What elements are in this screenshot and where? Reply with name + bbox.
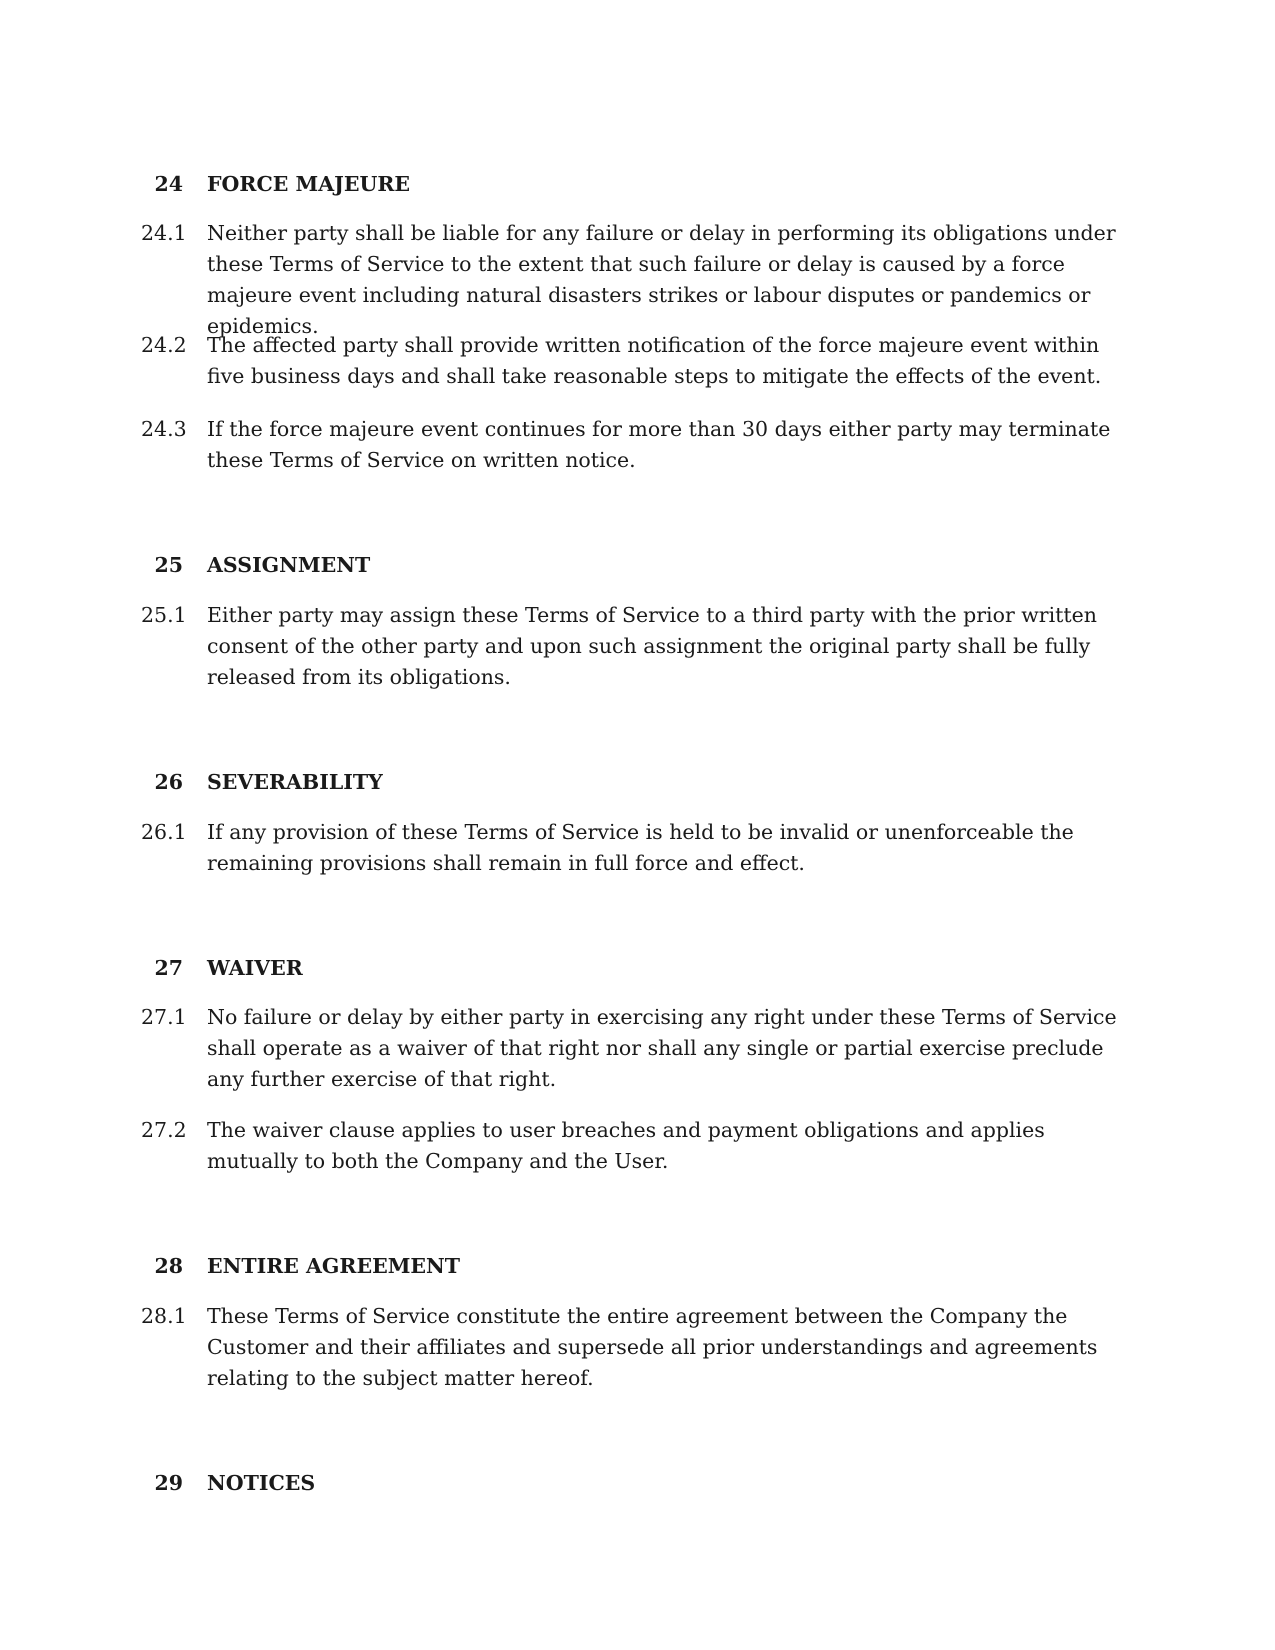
clause-number: 24.2 bbox=[141, 333, 187, 357]
section-title: WAIVER bbox=[207, 956, 303, 980]
clause-text: No failure or delay by either party in exercising any right under these Terms of Service shall operate as a waiver of that right nor shall any single or partial exercise preclude any further exercise of that right. bbox=[207, 1005, 1117, 1091]
clause-number: 28.1 bbox=[141, 1304, 187, 1328]
section-number: 27 bbox=[154, 956, 183, 980]
clause-text: If the force majeure event continues for more than 30 days either party may terminate these Terms of Service on written notice. bbox=[207, 417, 1111, 472]
section-title: ASSIGNMENT bbox=[207, 553, 371, 577]
section-number: 24 bbox=[154, 172, 183, 196]
clause-text: If any provision of these Terms of Service is held to be invalid or unenforceable the remaining provisions shall remain in full force and effect. bbox=[207, 820, 1074, 875]
clause-text: The affected party shall provide written notification of the force majeure event within five business days and shall take reasonable steps to mitigate the effects of the event. bbox=[207, 333, 1102, 388]
clause-text: The waiver clause applies to user breaches and payment obligations and applies mutually to both the Company and the User. bbox=[207, 1118, 1045, 1173]
section-number: 26 bbox=[154, 770, 183, 794]
clause-number: 25.1 bbox=[141, 603, 187, 627]
section-number: 25 bbox=[154, 553, 183, 577]
section-heading bbox=[0, 1468, 1275, 1498]
clause-number: 24.1 bbox=[141, 221, 187, 245]
section-number: 29 bbox=[154, 1471, 183, 1495]
section-heading bbox=[0, 953, 1275, 983]
section-title: ENTIRE AGREEMENT bbox=[207, 1254, 461, 1278]
section-heading bbox=[0, 767, 1275, 797]
clause-number: 27.1 bbox=[141, 1005, 187, 1029]
section-title: NOTICES bbox=[207, 1471, 316, 1495]
clause-text: Neither party shall be liable for any failure or delay in performing its obligations under these Terms of Service to the extent that such failure or delay is caused by a force majeure event including natural disasters strikes or labour disputes or pandemics or epidemics. bbox=[207, 221, 1116, 338]
clause-number: 27.2 bbox=[141, 1118, 187, 1142]
clause-number: 26.1 bbox=[141, 820, 187, 844]
section-heading bbox=[0, 550, 1275, 580]
section-heading bbox=[0, 169, 1275, 199]
clause-number: 24.3 bbox=[141, 417, 187, 441]
clause-text: These Terms of Service constitute the entire agreement between the Company the Customer and their affiliates and supersede all prior understandings and agreements relating to the subject matter hereof. bbox=[207, 1304, 1098, 1390]
clause-text: Either party may assign these Terms of Service to a third party with the prior written consent of the other party and upon such assignment the original party shall be fully released from its obligations. bbox=[207, 603, 1097, 689]
section-number: 28 bbox=[154, 1254, 183, 1278]
section-title: SEVERABILITY bbox=[207, 770, 383, 794]
section-heading bbox=[0, 1251, 1275, 1281]
section-title: FORCE MAJEURE bbox=[207, 172, 410, 196]
